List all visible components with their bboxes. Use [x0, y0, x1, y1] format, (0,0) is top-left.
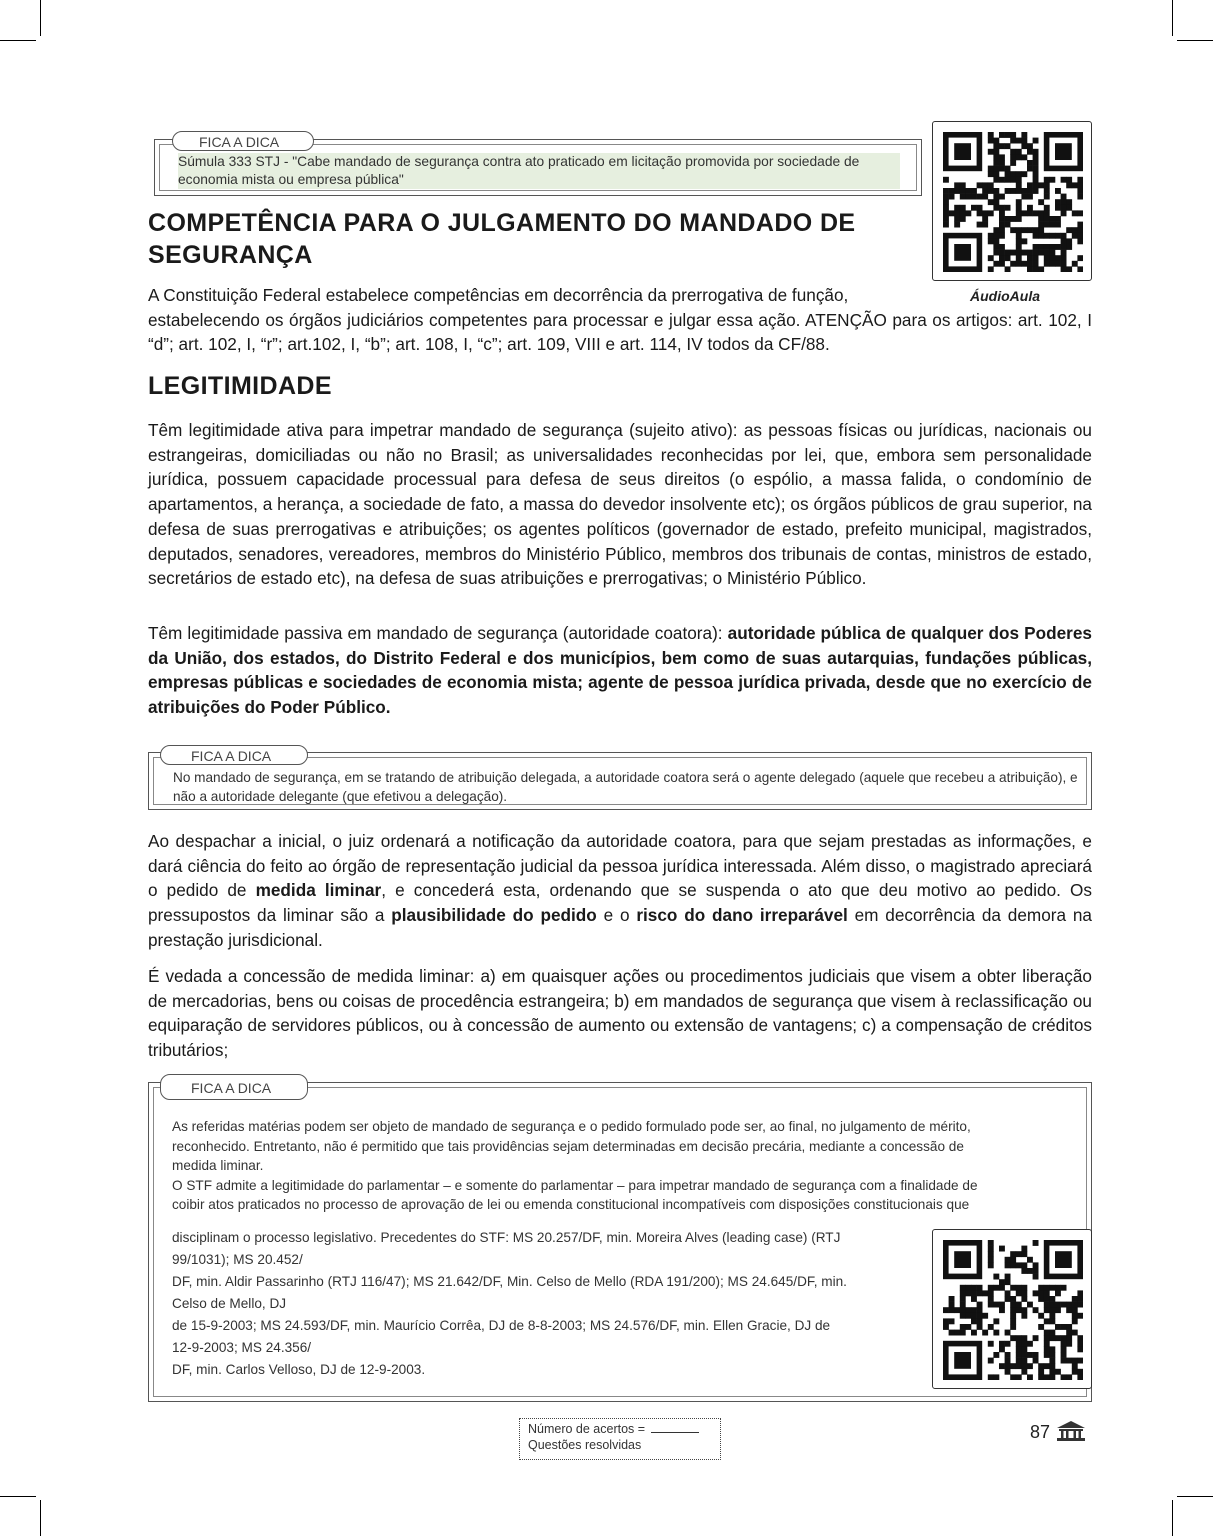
tip-text-full: As referidas matérias podem ser objeto de mandado de segurança e o pedido formulado pode ser, ao final, no julgamento de mérito, reconhecido. Entretanto, não é permitido que tais providências sejam determinadas em decisão precária, mediante a concessão de medida liminar. O STF admite a legitimidade do parlamentar – e somente do parlamentar – para impetrar mandado de segurança com a finalidade de coibir atos praticados no processo de aprovação de lei ou emenda constitucional incompatíveis com disposições constitucionais que [172, 1119, 978, 1212]
paragraph-legitimidade-ativa: Têm legitimidade ativa para impetrar mandado de segurança (sujeito ativo): as pessoas físicas ou jurídicas, nacionais ou estrangeiras, domiciliadas ou não no Brasil; as universalidades reconhecidas por lei, que, embora sem personalidade jurídica, possuem capacidade processual para defesa de seus direitos (o espólio, a massa falida, o condomínio de apartamentos, a herança, a sociedade de fato, a massa do devedor insolvente etc); os órgãos públicos de grau superior, na defesa de suas prerrogativas e atribuições; os agentes políticos (governador de estado, prefeito municipal, magistrados, deputados, senadores, vereadores, membros do Ministério Público, membros dos tribunais de contas, ministros de estado, secretários de estado etc), na defesa de suas atribuições e prerrogativas; o Ministério Público. [148, 420, 1092, 589]
crop-mark [1177, 1496, 1213, 1497]
crop-mark [1172, 1500, 1173, 1536]
section-heading-competencia: COMPETÊNCIA PARA O JULGAMENTO DO MANDADO DE SEGURANÇA [148, 209, 856, 269]
paragraph-liminar: Ao despachar a inicial, o juiz ordenará a notificação da autoridade coatora, para que sejam prestadas as informações, e dará ciência do feito ao órgão de representação judicial da pessoa jurídica interessada. Além disso, o magistrado apreciará o pedido de medida liminar, e concederá esta, ordenando que se suspenda o ato que deu motivo ao pedido. Os pressupostos da liminar são a plausibilidade do pedido e o risco do dano irreparável em decorrência da demora na prestação jurisdicional. [148, 831, 1092, 950]
audio-aula-caption[interactable]: ÁudioAula [970, 288, 1040, 304]
section-heading-legitimidade: LEGITIMIDADE [148, 372, 332, 400]
tip-text: No mandado de segurança, em se tratando de atribuição delegada, a autoridade coatora será o agente delegado (aquele que recebeu a atribuição), e não a autoridade delegante (que efetivou a delegação). [173, 770, 1078, 804]
tip-text: Súmula 333 STJ - "Cabe mandado de segurança contra ato praticado em licitação promovida por sociedade de economia mista ou empresa pública" [178, 153, 900, 189]
crop-mark [1177, 40, 1213, 41]
crop-mark [0, 1496, 36, 1497]
tip-tab-label: FICA A DICA [160, 745, 308, 765]
tip-tab-label: FICA A DICA [172, 131, 314, 151]
paragraph-competencia: A Constituição Federal estabelece competências em decorrência da prerrogativa de função, estabelecendo os órgãos judiciários competentes para processar e julgar essa ação. ATENÇÃO para os artigos: art. 102, I “d”; art. 102, I, “r”; art.102, I, “b”; art. 108, I, “c”; art. 109, VIII e art. 114, IV todos da CF/88. [148, 285, 1092, 355]
qr-code-bottom[interactable] [932, 1229, 1092, 1389]
crop-mark [1172, 0, 1173, 36]
crop-mark [40, 0, 41, 36]
score-box: Número de acertos = Questões resolvidas [519, 1418, 721, 1460]
tip-text-precedentes: disciplinam o processo legislativo. Precedentes do STF: MS 20.257/DF, min. Moreira Alves (leading case) (RTJ 99/1031); MS 20.452/ DF, min. Aldir Passarinho (RTJ 116/47); MS 21.642/DF, Min. Celso de Mello (RDA 191/200); MS 24.645/DF, min. Celso de Mello, DJ de 15-9-2003; MS 24.593/DF, min. Maurício Corrêa, DJ de 8-8-2003; MS 24.576/DF, min. Ellen Gracie, DJ de 12-9-2003; MS 24.356/ DF, min. Carlos Velloso, DJ de 12-9-2003. [172, 1230, 847, 1377]
qr-code-icon [943, 1240, 1083, 1380]
crop-mark [40, 1500, 41, 1536]
tip-tab-label: FICA A DICA [160, 1074, 308, 1100]
qr-code-audioaula[interactable] [932, 121, 1092, 281]
paragraph-vedacao-liminar: É vedada a concessão de medida liminar: a) em quaisquer ações ou procedimentos judiciais que visem a obter liberação de mercadorias, bens ou coisas de procedência estrangeira; b) em mandados de segurança que visem à reclassificação ou equiparação de servidores públicos, ou à concessão de aumento ou extensão de vantagens; c) a compensação de créditos tributários; [148, 966, 1092, 1061]
temple-logo-icon [1056, 1420, 1086, 1442]
qr-code-icon [943, 132, 1083, 272]
paragraph-legitimidade-passiva: Têm legitimidade passiva em mandado de segurança (autoridade coatora): autoridade pública de qualquer dos Poderes da União, dos estados, do Distrito Federal e dos municípios, bem como de suas autarquias, fundações públicas, empresas públicas e sociedades de economia mista; agente de pessoa jurídica privada, desde que no exercício de atribuições do Poder Público. [148, 623, 1092, 718]
crop-mark [0, 40, 36, 41]
page-number: 87 [1030, 1422, 1051, 1442]
